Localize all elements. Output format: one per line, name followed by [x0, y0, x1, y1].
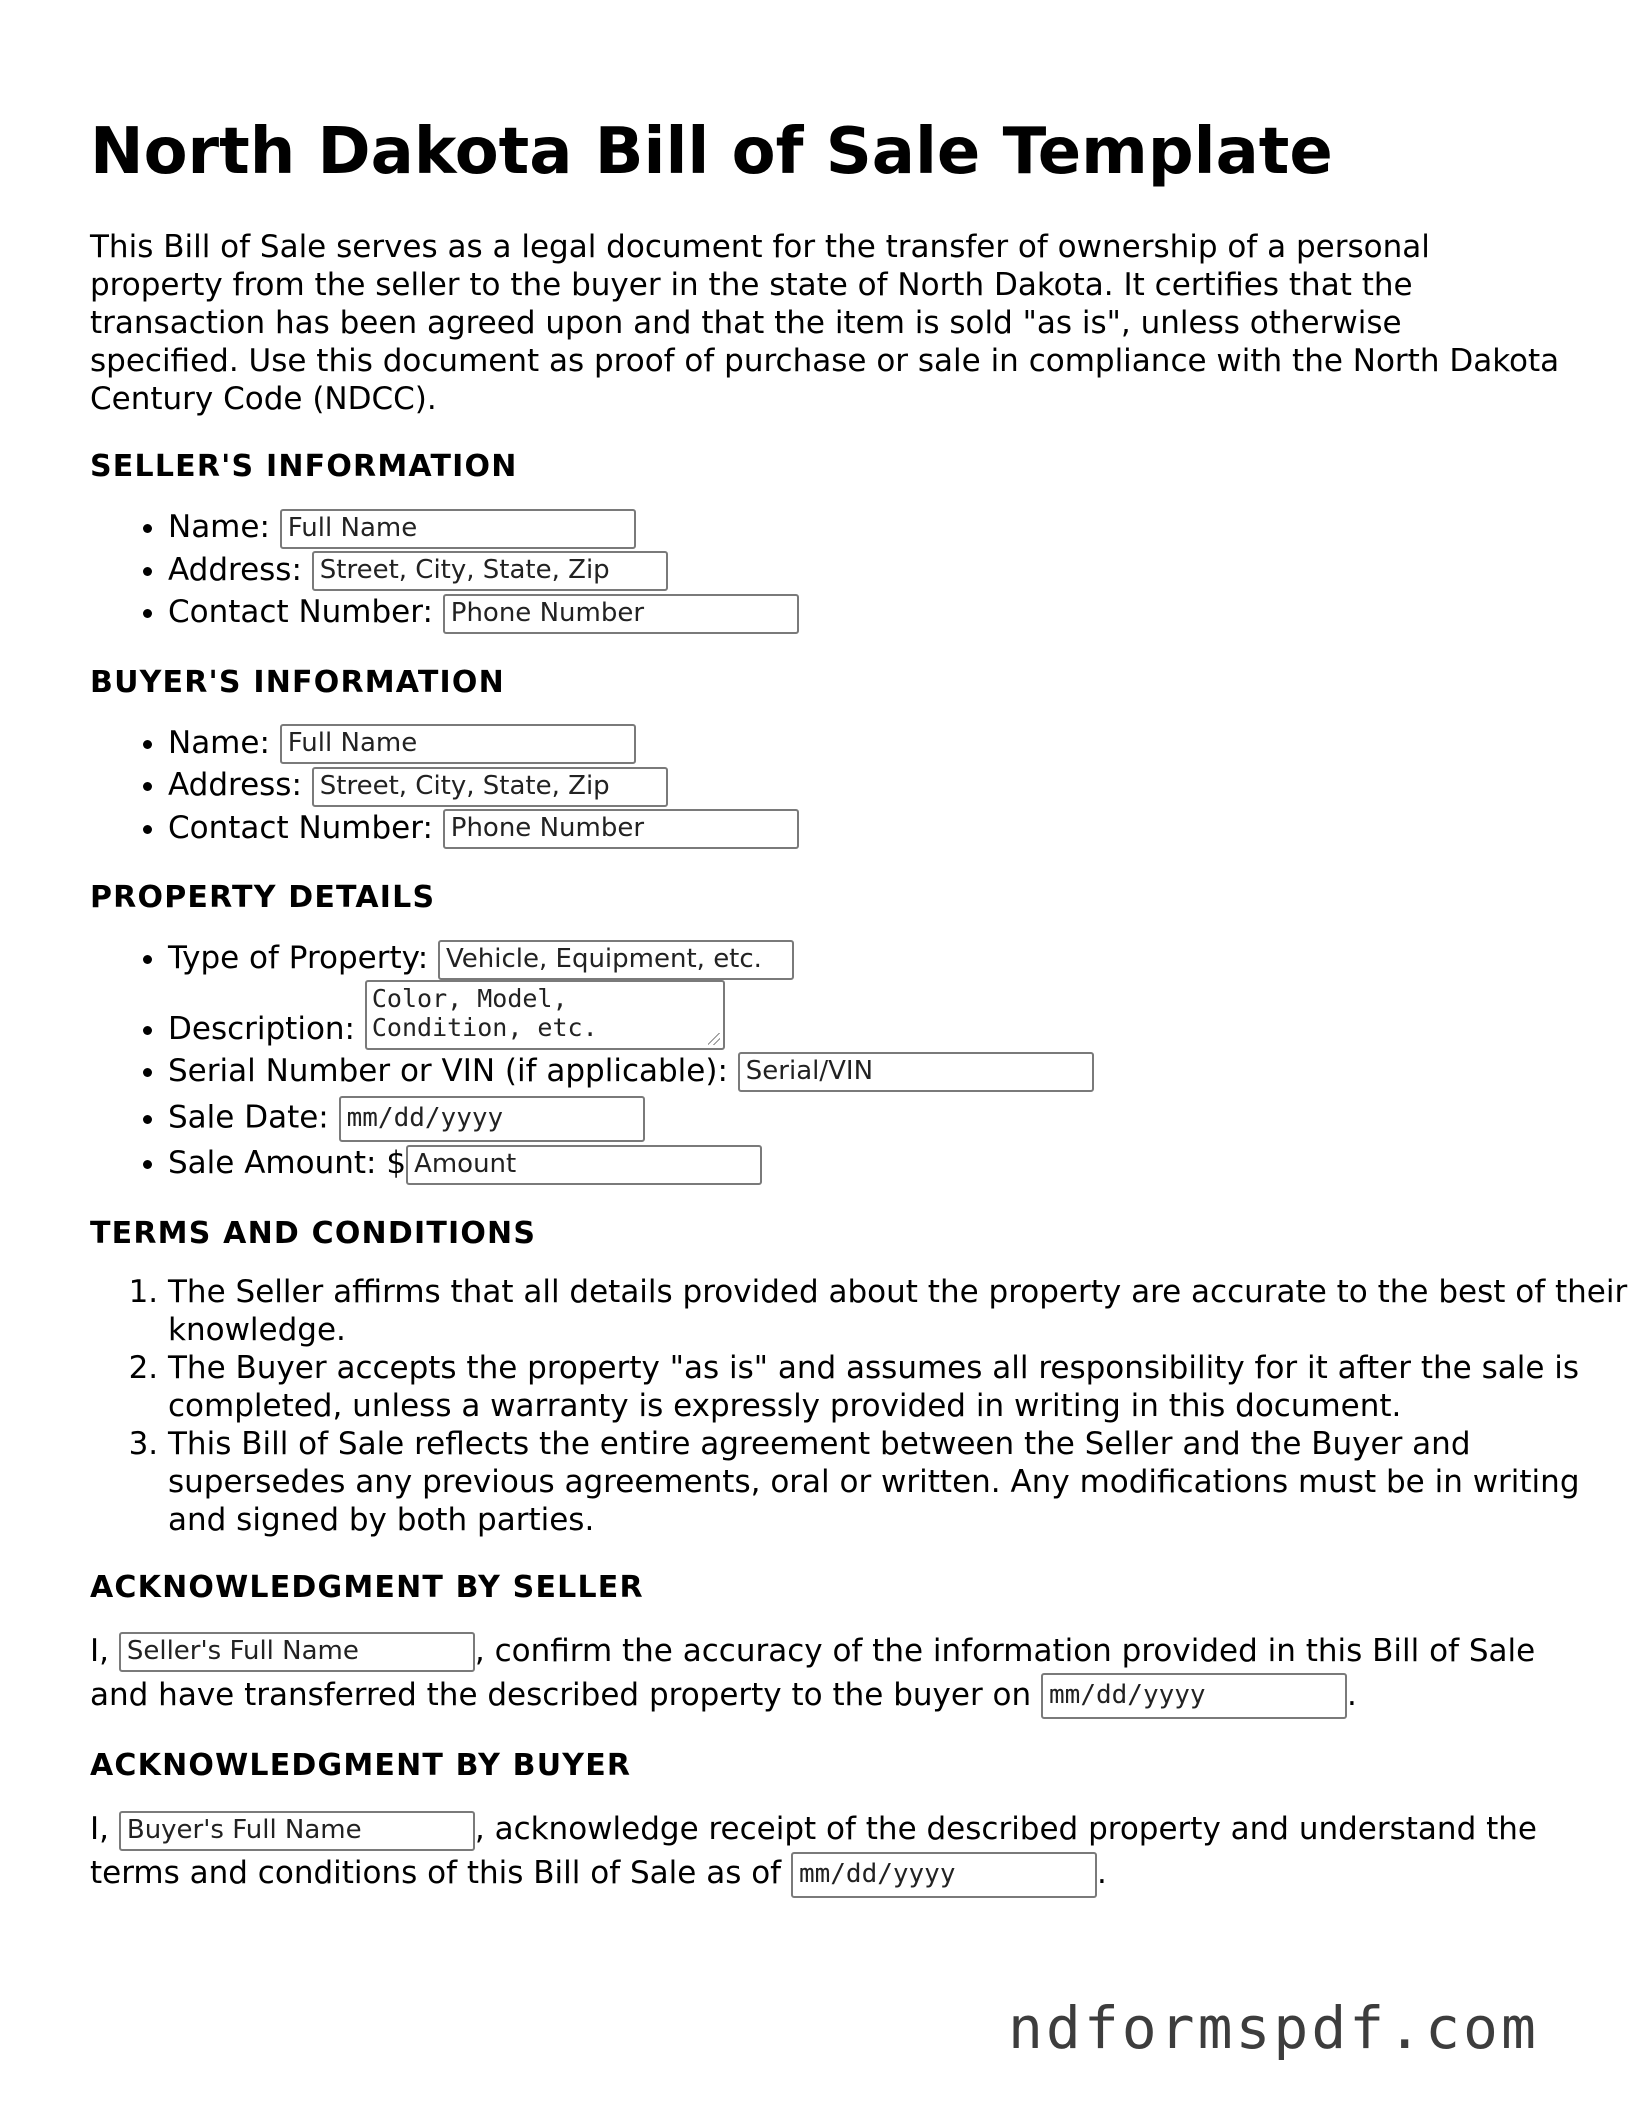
- buyer-fields: [90, 722, 1570, 850]
- buyer-contact-input[interactable]: Phone Number: [443, 809, 799, 849]
- ack-buyer-suffix: .: [1096, 1855, 1107, 1891]
- ack-seller-suffix: .: [1347, 1676, 1357, 1713]
- seller-transfer-date-input[interactable]: mm/dd/yyyy: [1041, 1673, 1347, 1719]
- buyer-name-item: [168, 722, 1570, 765]
- property-serial-item: [168, 1050, 1570, 1093]
- seller-address-label: Address:: [168, 551, 302, 588]
- seller-contact-item: [168, 591, 1570, 634]
- ack-seller-prefix: I,: [90, 1632, 109, 1669]
- property-amount-item: [168, 1142, 1570, 1185]
- buyer-address-item: [168, 764, 1570, 807]
- terms-item: 1. The Seller affirms that all details provided about the property are accurate to the best of their knowledge.: [168, 1273, 1638, 1349]
- seller-fields: [90, 506, 1570, 634]
- buyer-contact-label: Contact Number:: [168, 809, 433, 846]
- property-fields: [90, 937, 1570, 1185]
- ack-buyer-text: , acknowledge receipt of the described property and understand the terms and conditions of this Bill of Sale as of: [90, 1811, 1537, 1891]
- property-serial-input[interactable]: Serial/VIN: [738, 1052, 1094, 1092]
- ack-buyer-heading: ACKNOWLEDGMENT BY BUYER: [90, 1748, 632, 1783]
- buyer-receipt-date-input[interactable]: mm/dd/yyyy: [791, 1852, 1097, 1898]
- sale-date-input[interactable]: mm/dd/yyyy: [339, 1096, 645, 1142]
- seller-heading: SELLER'S INFORMATION: [90, 449, 518, 484]
- seller-contact-input[interactable]: Phone Number: [443, 594, 799, 634]
- terms-item: 3. This Bill of Sale reflects the entire agreement between the Seller and the Buyer and supersedes any previous agreements, oral or written. Any modifications must be in writing and signed by both parties.: [168, 1425, 1638, 1539]
- ack-seller-heading: ACKNOWLEDGMENT BY SELLER: [90, 1569, 644, 1605]
- property-description-label: Description:: [168, 1010, 355, 1047]
- buyer-heading: BUYER'S INFORMATION: [90, 664, 505, 700]
- sale-amount-input[interactable]: Amount: [406, 1145, 762, 1185]
- property-heading: PROPERTY DETAILS: [90, 880, 436, 915]
- seller-name-item: [168, 506, 1570, 549]
- property-amount-label: Sale Amount: $: [168, 1145, 407, 1181]
- buyer-contact-item: [168, 807, 1570, 850]
- buyer-address-label: Address:: [168, 767, 302, 803]
- intro-paragraph: This Bill of Sale serves as a legal document for the transfer of ownership of a personal property from the seller to the buyer in the state of North Dakota. It certifies that the transaction has been agreed upon and that the item is sold "as is", unless otherwise specified. Use this document as proof of purchase or sale in compliance with the North Dakota Century Code (NDCC).: [90, 229, 1560, 417]
- seller-name-label: Name:: [168, 509, 270, 545]
- buyer-name-input[interactable]: Full Name: [280, 724, 636, 764]
- terms-list: [90, 1273, 1638, 1539]
- terms-item: 2. The Buyer accepts the property "as is" and assumes all responsibility for it after the sale is completed, unless a warranty is expressly provided in writing in this document.: [168, 1349, 1638, 1425]
- buyer-address-input[interactable]: Street, City, State, Zip: [312, 767, 668, 807]
- ack-seller-paragraph: [90, 1629, 1570, 1720]
- document-page: [90, 0, 1628, 1898]
- property-description-textarea[interactable]: [365, 980, 725, 1050]
- seller-name-input[interactable]: Full Name: [280, 509, 636, 549]
- seller-address-item: [168, 549, 1570, 592]
- seller-address-input[interactable]: Street, City, State, Zip: [312, 551, 668, 591]
- seller-full-name-input[interactable]: Seller's Full Name: [119, 1632, 475, 1672]
- ack-seller-text: , confirm the accuracy of the information provided in this Bill of Sale and have transferred the described property to the buyer on: [90, 1632, 1536, 1713]
- page-title: North Dakota Bill of Sale Template: [90, 115, 1333, 189]
- watermark-text: ndformspdf.com: [1008, 1994, 1539, 2062]
- property-type-label: Type of Property:: [168, 940, 429, 976]
- property-type-item: [168, 937, 1570, 980]
- resize-handle-icon[interactable]: [708, 1033, 720, 1045]
- property-description-item: [168, 980, 1570, 1050]
- ack-buyer-paragraph: [90, 1807, 1570, 1898]
- ack-buyer-prefix: I,: [90, 1811, 109, 1847]
- property-type-input[interactable]: Vehicle, Equipment, etc.: [438, 940, 794, 980]
- buyer-full-name-input[interactable]: Buyer's Full Name: [119, 1811, 475, 1851]
- terms-heading: TERMS AND CONDITIONS: [90, 1215, 537, 1251]
- buyer-name-label: Name:: [168, 724, 270, 761]
- property-description-placeholder: Color, Model, Condition, etc.: [371, 983, 598, 1042]
- property-date-item: [168, 1096, 1570, 1142]
- seller-contact-label: Contact Number:: [168, 594, 433, 630]
- property-date-label: Sale Date:: [168, 1099, 329, 1136]
- property-serial-label: Serial Number or VIN (if applicable):: [168, 1052, 728, 1089]
